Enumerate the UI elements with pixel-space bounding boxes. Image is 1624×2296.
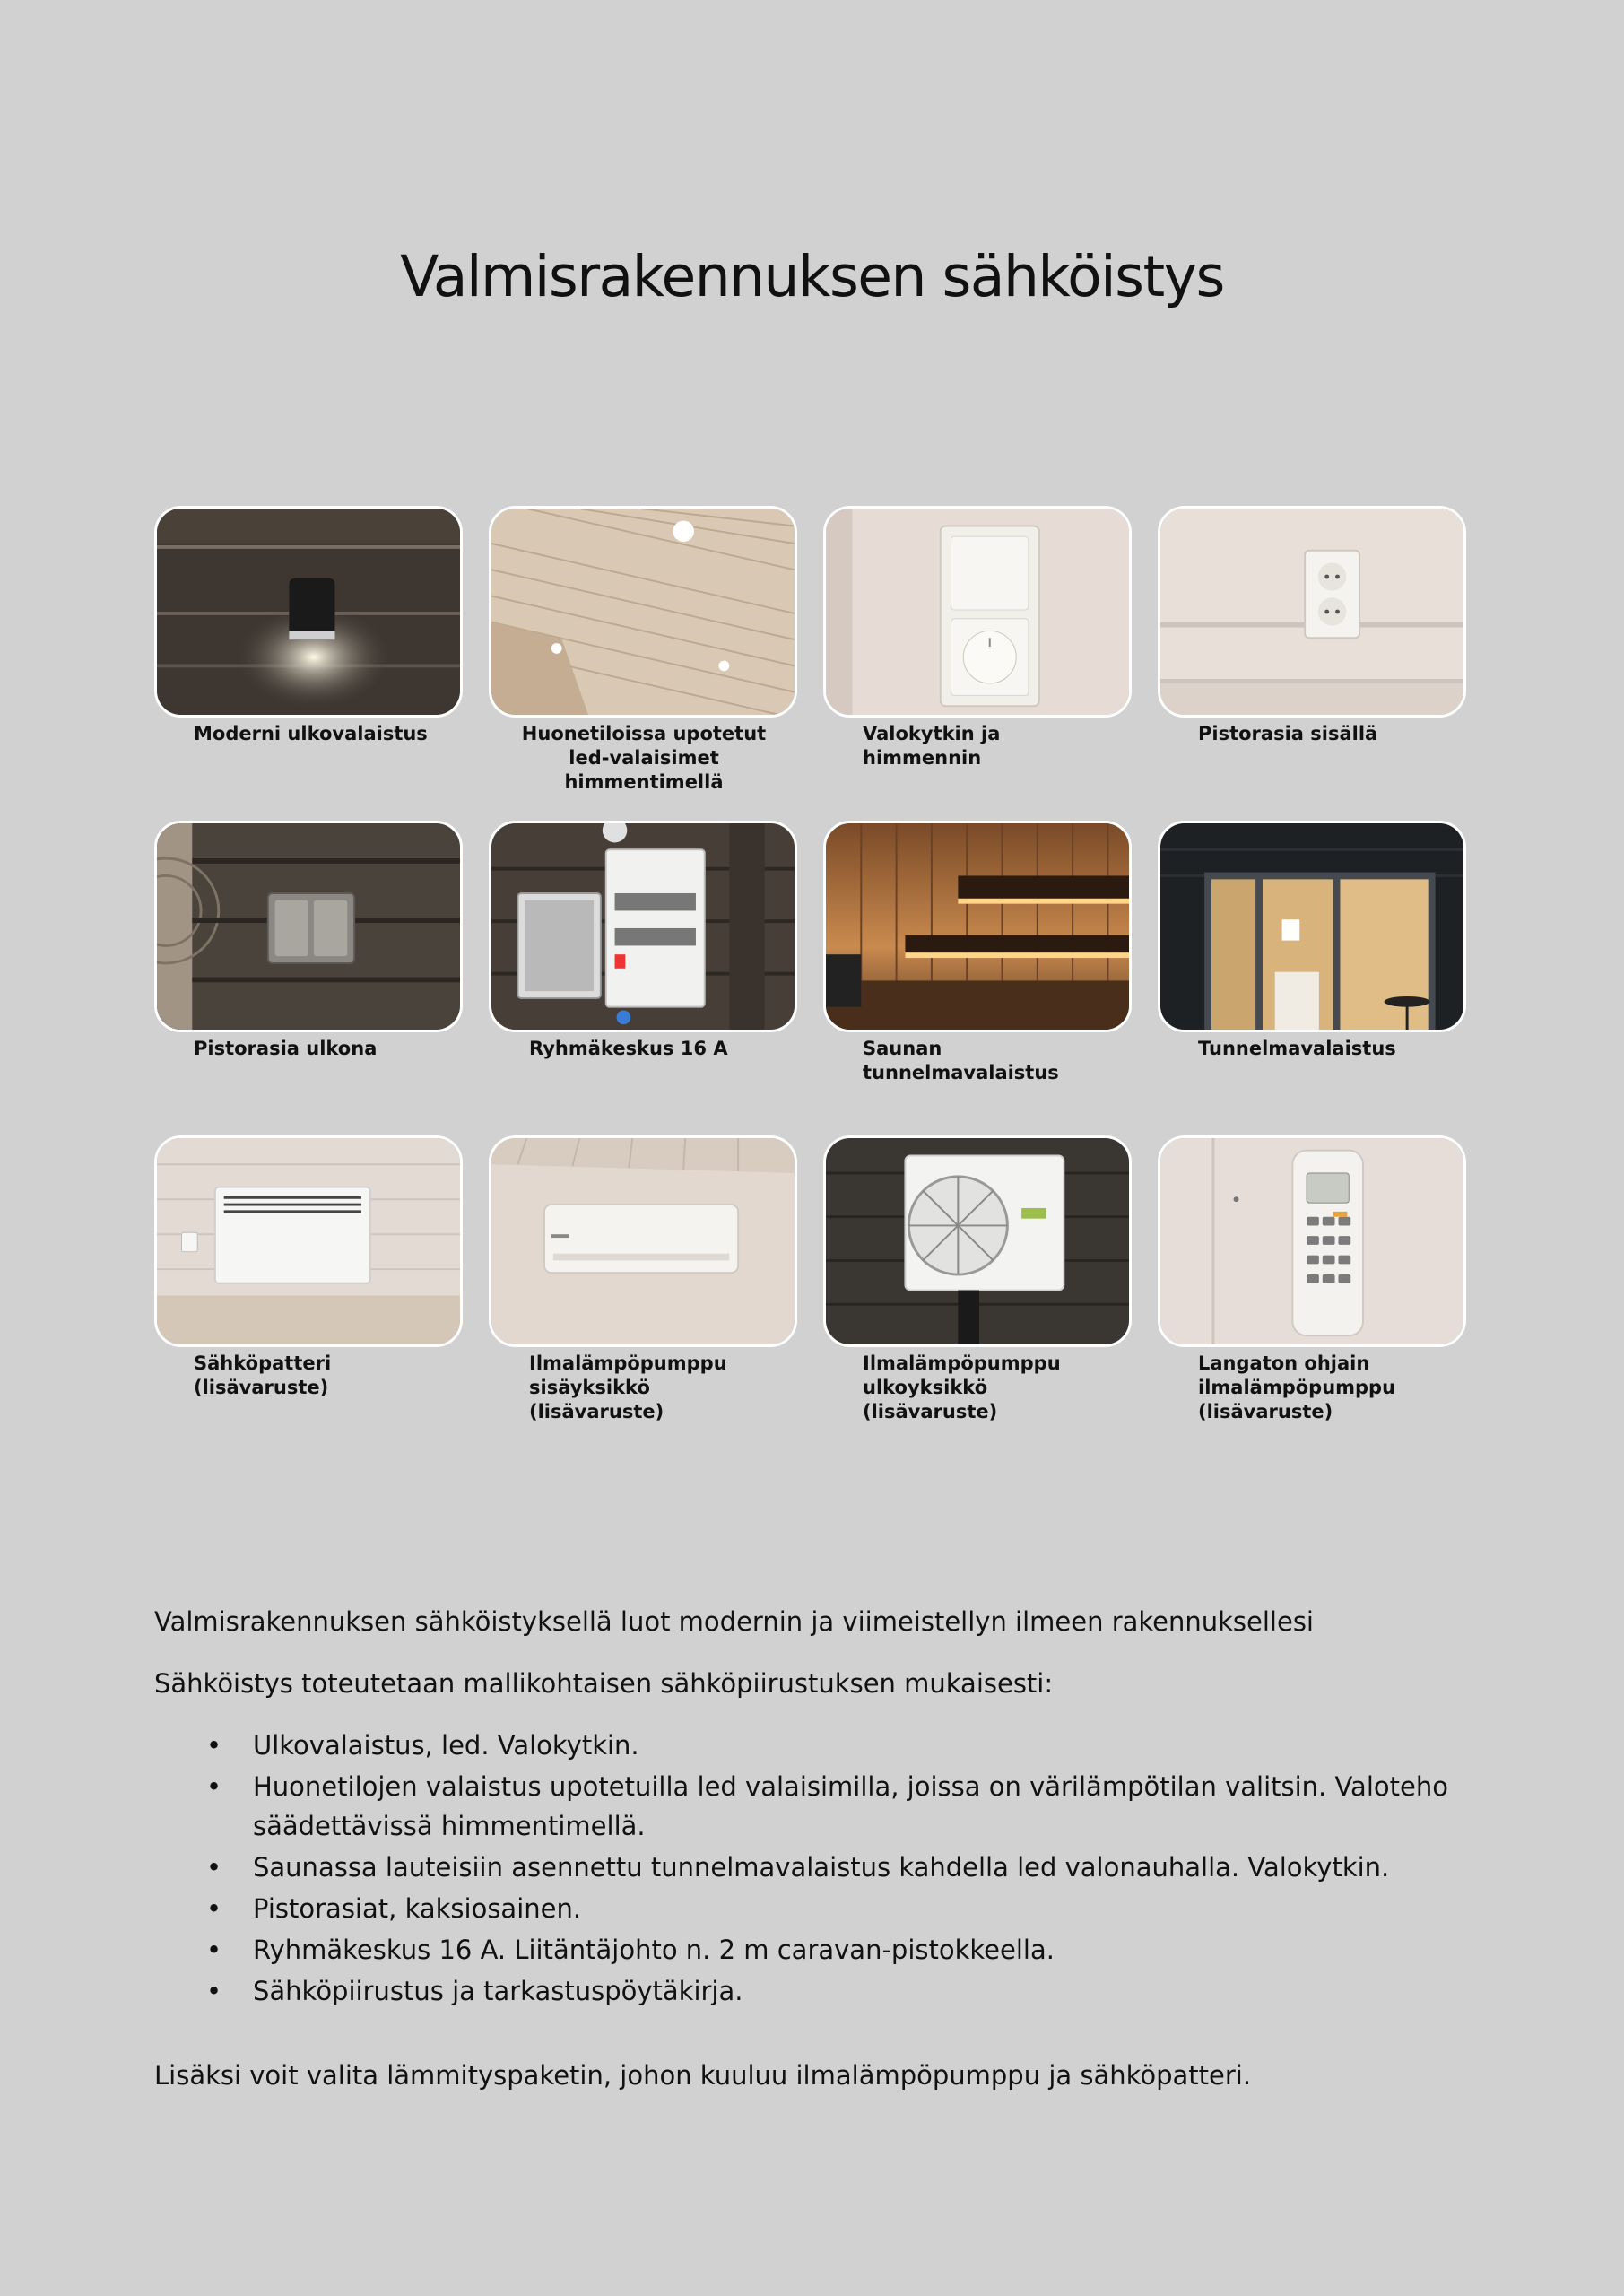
gallery-caption: Langaton ohjain ilmalämpöpumppu (lisävaruste) [1198, 1352, 1396, 1422]
bullet: • [206, 1771, 222, 1802]
distribution-board-photo [489, 821, 797, 1032]
closing-text: Lisäksi voit valita lämmityspaketin, johon kuuluu ilmalämpöpumppu ja sähköpatteri. [154, 2060, 1252, 2091]
heat-pump-outdoor-photo [823, 1135, 1132, 1347]
list-item: • Saunassa lauteisiin asennettu tunnelmavalaistus kahdella led valonauhalla. Valokytkin. [154, 1848, 1481, 1887]
list-item: • Ulkovalaistus, led. Valokytkin. [154, 1726, 1481, 1765]
gallery-caption: Ilmalämpöpumppu ulkoyksikkö (lisävaruste) [863, 1352, 1061, 1422]
gallery-caption: Huonetiloissa upotetut led-valaisimet himmentimellä [521, 723, 767, 793]
list-item: • Huonetilojen valaistus upotetuilla led valaisimilla, joissa on värilämpötilan valitsin. Valoteho säädettävissä himmentimellä. [154, 1767, 1481, 1846]
ceiling-led-photo [489, 506, 797, 718]
list-item: • Sähköpiirustus ja tarkastuspöytäkirja. [154, 1971, 1481, 2011]
electric-heater-photo [154, 1135, 463, 1347]
gallery-caption: Ilmalämpöpumppu sisäyksikkö (lisävaruste) [529, 1352, 727, 1422]
bullet: • [206, 1935, 222, 1965]
intro-text: Valmisrakennuksen sähköistyksellä luot modernin ja viimeistellyn ilmeen rakennuksellesi [154, 1606, 1314, 1637]
gallery-caption: Pistorasia sisällä [1198, 723, 1378, 744]
indoor-socket-photo [1158, 506, 1466, 718]
bullet: • [206, 1730, 222, 1761]
feature-list [154, 1726, 1481, 2013]
list-item: • Pistorasiat, kaksiosainen. [154, 1889, 1481, 1928]
bullet: • [206, 1976, 222, 2006]
outdoor-socket-photo [154, 821, 463, 1032]
gallery-caption: Valokytkin ja himmennin [863, 723, 1001, 769]
bullet: • [206, 1852, 222, 1883]
bullet: • [206, 1893, 222, 1924]
sauna-light-photo [823, 821, 1132, 1032]
gallery-caption: Ryhmäkeskus 16 A [529, 1038, 728, 1059]
heat-pump-indoor-photo [489, 1135, 797, 1347]
gallery-caption: Pistorasia ulkona [194, 1038, 378, 1059]
remote-control-photo [1158, 1135, 1466, 1347]
gallery-caption: Saunan tunnelmavalaistus [863, 1038, 1059, 1083]
ambient-light-photo [1158, 821, 1466, 1032]
switch-dimmer-photo [823, 506, 1132, 718]
gallery-caption: Moderni ulkovalaistus [194, 723, 428, 744]
lead-text: Sähköistys toteutetaan mallikohtaisen sähköpiirustuksen mukaisesti: [154, 1668, 1054, 1699]
outdoor-light-photo [154, 506, 463, 718]
page-title: Valmisrakennuksen sähköistys [400, 244, 1224, 309]
gallery-caption: Sähköpatteri (lisävaruste) [194, 1352, 332, 1398]
gallery-caption: Tunnelmavalaistus [1198, 1038, 1396, 1059]
list-item: • Ryhmäkeskus 16 A. Liitäntäjohto n. 2 m caravan-pistokkeella. [154, 1930, 1481, 1970]
